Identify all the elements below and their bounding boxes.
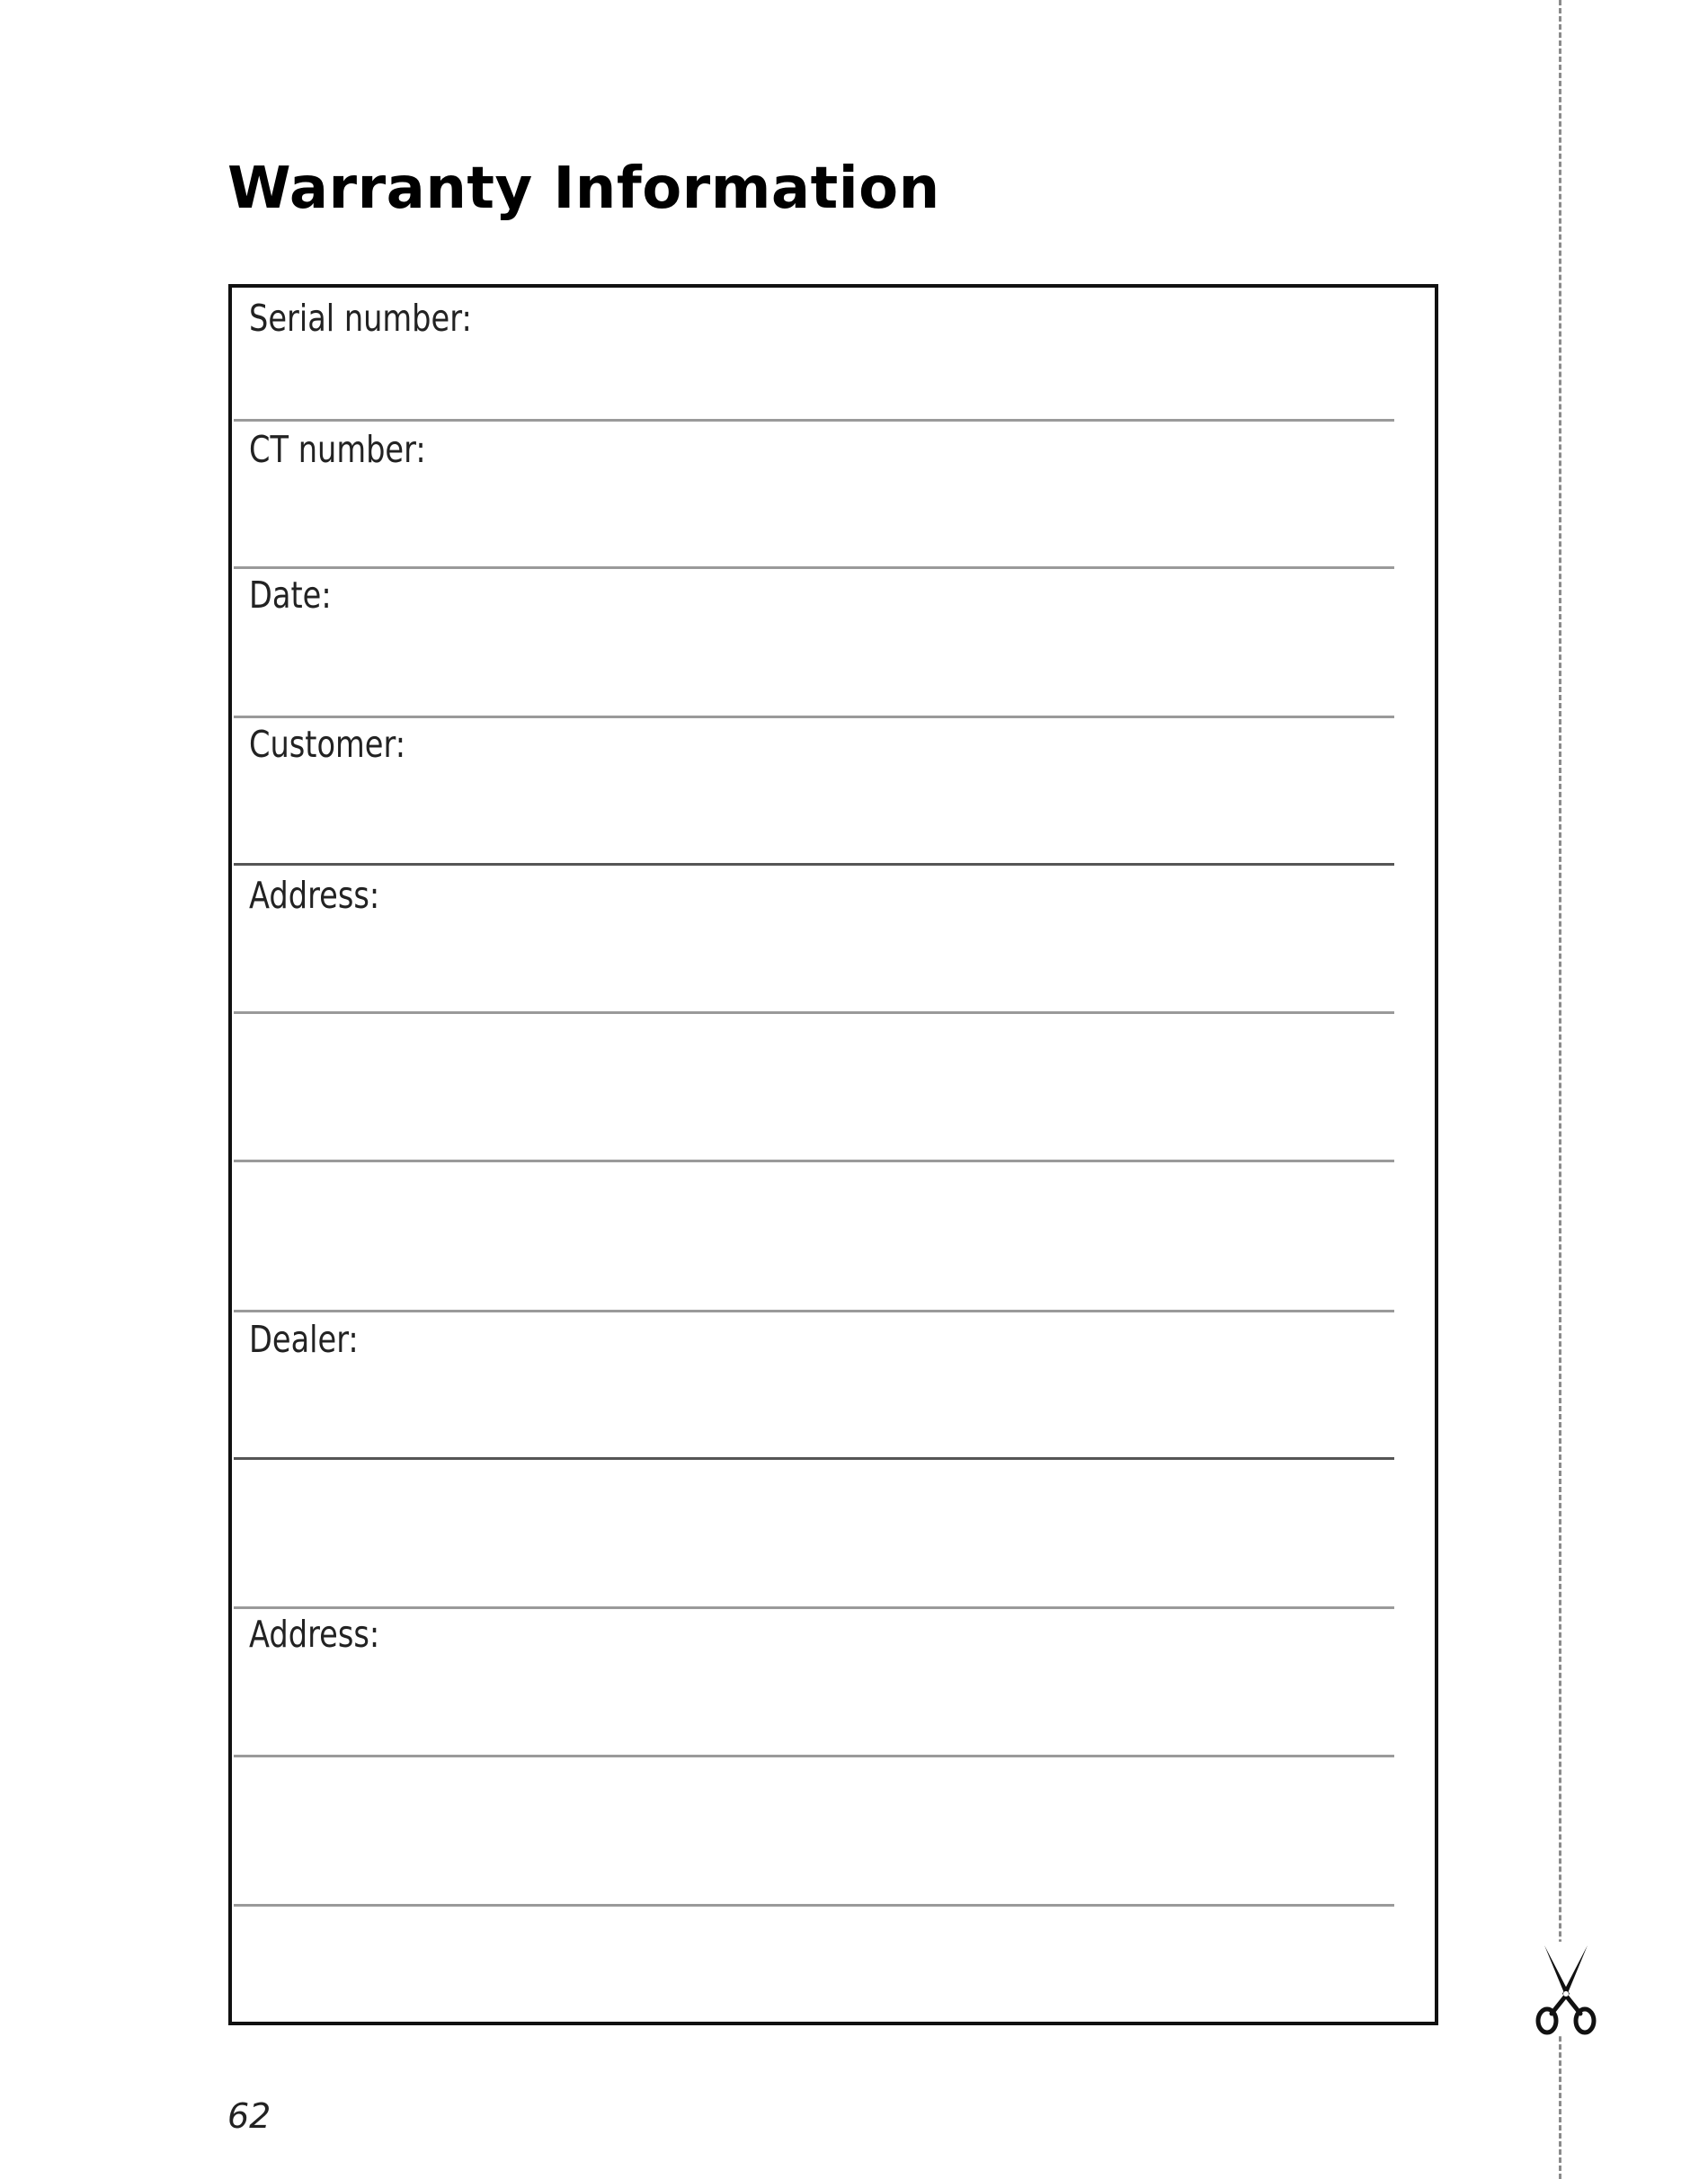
customer-address-label: Address: [249, 874, 380, 917]
serial-number-label: Serial number: [249, 297, 472, 340]
ct-number-field[interactable] [234, 566, 1394, 569]
customer-address-field-2[interactable] [234, 1160, 1394, 1162]
customer-address-field-1[interactable] [234, 1011, 1394, 1014]
scissors-icon [1530, 1942, 1602, 2035]
dealer-address-label: Address: [249, 1613, 380, 1656]
dealer-address-field-1[interactable] [234, 1755, 1394, 1757]
date-field[interactable] [234, 716, 1394, 718]
cut-line [1559, 0, 1561, 2179]
customer-field[interactable] [234, 863, 1394, 866]
dealer-field-2[interactable] [234, 1606, 1394, 1609]
dealer-address-field-2[interactable] [234, 1904, 1394, 1907]
page-number: 62 [227, 2096, 271, 2136]
warranty-form [228, 284, 1438, 2025]
serial-number-field[interactable] [234, 419, 1394, 422]
page-title: Warranty Information [227, 156, 940, 222]
dealer-label: Dealer: [249, 1318, 359, 1361]
ct-number-label: CT number: [249, 428, 426, 471]
date-label: Date: [249, 574, 332, 617]
customer-label: Customer: [249, 723, 406, 766]
customer-address-field-3[interactable] [234, 1310, 1394, 1312]
dealer-field-1[interactable] [234, 1457, 1394, 1460]
